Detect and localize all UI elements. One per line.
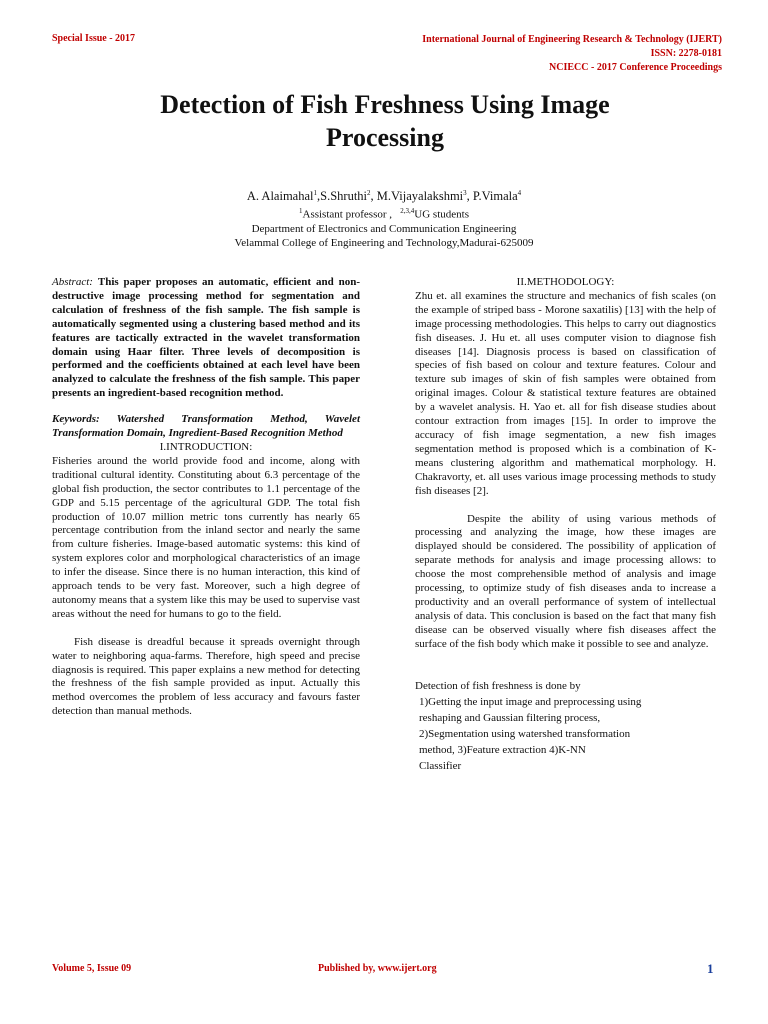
methodology-heading: II.METHODOLOGY:: [516, 276, 615, 288]
detection-step-line: reshaping and Gaussian filtering process,: [419, 711, 601, 724]
author-roles: [0, 204, 768, 222]
role-2-sup: 2,3,4: [400, 207, 415, 216]
author-2: ,S.Shruthi: [317, 189, 368, 204]
department: Department of Electronics and Communication Engineering: [251, 222, 517, 235]
author-1: A. Alaimahal: [246, 189, 314, 204]
paper-title: [60, 88, 710, 154]
right-column: [415, 276, 716, 774]
detection-step-line: method, 3)Feature extraction 4)K-NN: [419, 743, 586, 756]
introduction-heading: I.INTRODUCTION:: [159, 440, 253, 453]
role-2: UG students: [414, 208, 469, 221]
conference-proceedings: NCIECC - 2017 Conference Proceedings: [549, 62, 722, 73]
detection-steps: [415, 678, 716, 774]
detection-step-line: 2)Segmentation using watershed transformation: [419, 727, 631, 740]
author-4: , P.Vimala: [466, 189, 518, 204]
footer-publisher: Published by, www.ijert.org: [318, 963, 437, 974]
title-line-2: Processing: [326, 123, 444, 152]
author-3: , M.Vijayalakshmi: [370, 189, 464, 204]
role-1: Assistant professor ,: [302, 208, 393, 221]
detection-intro: Detection of fish freshness is done by: [415, 679, 581, 692]
footer-volume: Volume 5, Issue 09: [52, 963, 132, 974]
author-3-sup: 3: [463, 189, 467, 197]
left-column: [52, 276, 360, 719]
abstract-text: This paper proposes an automatic, efficient and non-destructive image processing method for segmentation and calculation of freshness of the fish sample. The fish sample is automatically segmented using a clustering based method and its features are tactically extracted in the wavelet transformation domain using Haar filter. Three levels of decomposition is performed and the coefficients obtained at each level have been analyzed to calculate the freshness of the fish sample. This paper presents an ingredient-based recognition method.: [52, 276, 361, 400]
header-issue: Special Issue - 2017: [52, 33, 136, 44]
keywords: Keywords: Watershed Transformation Method, Wavelet Transformation Domain, Ingredient-Based Recognition Method: [52, 413, 360, 440]
methodology-paragraph-2: Despite the ability of using various methods of processing and analyzing the image, how these images are displayed should be considered. The possibility of application of separate methods for analysis and image processing allows: to choose the most comprehensible method of analysis and image processing, to optimize study of fish diseases anda to increase a productivity and an overall performance of system of intellectual analysis of data. This conclusion is based on the fact that many fish disease can be observed visually where fish diseases affect the surface of the fish body which make it possible to see and analyze.: [415, 512, 716, 650]
college: Velammal College of Engineering and Technology,Madurai-625009: [234, 236, 534, 249]
introduction-paragraph-1: Fisheries around the world provide food and income, along with traditional cultural identity. Constituting about 6.3 percentage of the global fish production, the sector contributes to 1.1 percentage of the GDP and 5.15 percentage of the agricultural GDP. The total fish production of 10.07 million metric tons currently has nearly 65 percentage contribution from the inland sector and nearly the same from culture fisheries. Image-based automatic systems: this kind of system explores color and morphological characteristics of an image to infer the disease. Since there is no human interaction, this kind of approach tends to be very fast. Moreover, such a high degree of autonomy means that a system like this may be used to supervise vast areas without the need for humans to go to the field.: [52, 454, 360, 620]
title-line-1: Detection of Fish Freshness Using Image: [160, 90, 610, 119]
detection-step-line: 1)Getting the input image and preprocessing using: [419, 695, 642, 708]
author-1-sup: 1: [313, 189, 317, 197]
abstract: [52, 276, 360, 401]
author-names: [0, 186, 768, 204]
detection-step-line: Classifier: [419, 759, 462, 772]
journal-name: International Journal of Engineering Research & Technology (IJERT): [422, 34, 722, 45]
author-4-sup: 4: [517, 189, 522, 197]
author-block: [0, 186, 768, 250]
page-number: 1: [707, 961, 714, 976]
journal-issn: ISSN: 2278-0181: [650, 48, 722, 59]
methodology-paragraph-1: Zhu et. all examines the structure and mechanics of fish scales (on the example of striped bass - Morone saxatilis) [13] with the help of image processing methodologies. This helps to carry out diagnostics fish diseases. J. Hu et. all uses computer vision to diagnose fish diseases [14]. Diagnosis process is based on classification of species of fish based on colour and texture features. Colour and texture sub images of skin of fish samples were obtained from original images. Colour & statistical texture features are obtained by a wavelet analysis. H. Yao et. all for fish disease studies about contour extraction from images [15]. In order to improve the accuracy of fish image segmentation, a new fish images segmentation method is proposed which is a combination of K-means clustering algorithm and mathematical morphology. H. Chakravorty, et. all uses various image processing methods to study fish diseases [2].: [415, 289, 716, 497]
header-journal-info: [422, 33, 722, 75]
abstract-label: Abstract:: [52, 276, 93, 288]
introduction-paragraph-2: Fish disease is dreadful because it spreads overnight through water to neighboring aqua-farms. Therefore, high speed and precise diagnosis is required. This paper explains a new method for detecting the freshness of the fish sample provided as input. Actually this method overcomes the problem of less accuracy and favours faster detection than manual methods.: [52, 635, 360, 718]
role-1-sup: 1: [299, 207, 303, 216]
author-2-sup: 2: [367, 189, 371, 197]
